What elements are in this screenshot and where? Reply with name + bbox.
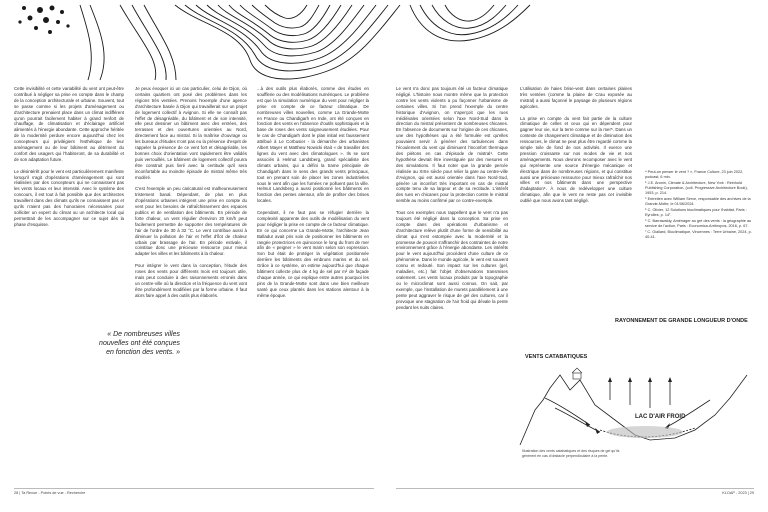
footnote: ⁷ C. Giallard, Bioclimatique, Vincennes : Terre Urbaine, 2024, p. 40-41. [645, 230, 752, 239]
house-icon [572, 368, 582, 379]
footnote: ⁵ J.E. Aronin, Climate & Architecture, New York : Reinhold Publishing Corporation, (coll. Progressive Architecture Book), 1953, p. 214. [645, 181, 748, 195]
footnote: ⁵ C. Olivier, 12 Solutions bioclimatiques pour l'habitat, Paris : Eyrolles, p. 14⁷. [645, 208, 747, 217]
text-column-2 [135, 86, 247, 304]
contour-illustration [0, 0, 768, 90]
diagram-caption: Illustration des vents catabatiques et des risques de gel qu'ils génèrent en cas d'obstacle perpendiculaire à la pente. [522, 449, 620, 458]
label-lac-air-froid: LAC D'AIR FROID [635, 414, 686, 420]
paragraph: L'utilisation de haies brise-vent dans certaines plaines très ventées (comme la plaine de Crau exposée au mistral) a aussi façonné le paysage de plusieurs régions agricoles. [520, 86, 632, 109]
paragraph: Cependant, il ne faut pas se réfugier derrière la complexité apparente des outils de modélisation du vent pour négliger la prise en compte de ce facteur climatique. En ce qui concerne La Grande-Motte, l'architecte Jean Balladur avait pris soin de positionner les bâtiments en rangée protectrices en quinconce le long du front de mer afin de « peigner » le vent marin selon son expression. Son but était de protéger la végétation positionnée derrière les bâtiments des embruns marins et du sel. Grâce à ce système, on estime aujourd'hui que chaque bâtiment collecte plus de 4 kg de sel par m² de façade chaque année, ce qui explique entre autres pourquoi les pins de la Grande-Motte sont dans une bien meilleure santé que ceux plantés dans les stations alentour à la même époque. [257, 210, 369, 298]
footnote: ⁶ Entretien avec William Serve, responsable des archives de la Grande-Motte, le 01/06/2024. [645, 197, 751, 206]
text-column-4 [396, 86, 508, 316]
wind-arrow-2 [555, 408, 600, 432]
paragraph: ...à des outils plus élaborés, comme des études en soufflerie ou des modélisations numériques. Le problème est que la simulation numérique du vent pour négliger la prise en compte de ce facteur climatique. De nombreuses villes nouvelles, comme La Grande-Motte en France ou Chandigarh en Inde, ont été conçues en fonction des vents en l'absence d'outils sophistiqués et la base de roses des vents soigneusement étudiées. Pour le cas de Chandigarh dont le plan initial est faussement attribué à Le Corbusier - la démarche des urbanistes Albert Mayer et Matthew Nowicki était « de travailler des lignes du vent avec des climatologues ». Ils se sont associés à Helmut Landsberg, grand spécialiste des climats urbains, qui a défini la trame principale de Chandigarh dans le sens des grands vents principaux, tout en prenant soin de placer les zones industrielles sous le vent afin que les fumées ne polluent pas la ville. Helmut Landsberg a aussi positionné les bâtiments en fonction des pentes alentour, afin de profiter des brises locales. [257, 86, 369, 204]
paragraph: C'est l'exemple un peu caricatural est malheureusement tristement banal. Dépendant, de plus en plus d'opérations urbaines intègrent une prise en compte du vent pour les besoins de rafraîchissement des espaces publics et de ventilation des bâtiments. En période de forte chaleur, un vent régulier d'environ 20 km/h peut facilement permettre de supporter des températures de l'air de l'ordre de 30 à 32 °C. Le vent contribue aussi à diminuer la pollution de l'air et l'effet d'îlot de chaleur urbain par brassage de l'air. En période estivale, il constitue donc une précieuse ressource pour mieux adapter les villes et les bâtiments à la chaleur. [135, 186, 247, 257]
footnotes [645, 170, 755, 241]
footnote: ⁶ C. Barrawaldy, Aménager au gré des vents : la géographie au service de l'action, Paris : Economica-Anthropos, 2016, p. 67. [645, 219, 752, 228]
paragraph: Pour intégrer le vent dans la conception, l'étude des roses des vents pour différents mois est toujours utile, mais peut conduire à des raisonnements erronés dans un centre-ville où la direction et la fréquence du vent vont être profondément modifiées par la forme urbaine. Il faut alors faire appel à des outils plus élaborés. [135, 263, 247, 298]
paragraph: Cette invisibilité et cette variabilité du vent ont peut-être contribué à négliger sa prise en compte dans le champ de la conception architecturale et urbaine. Souvent, tout se passe comme si les projets d'aménagement ou d'architecture prenaient place dans un climat indifférent qu'on pourrait facilement habiter à grand renfort de chauffage, de climatisation et d'éclairage artificiel alimentés à l'énergie abondante. Cette approche héritée de la modernité perdure encore aujourd'hui chez les concepteurs qui privilégient l'esthétique de leur aménagement ou de leur bâtiment au détriment du confort des usagers qui l'habiteront, de sa durabilité et de son adaptation future. [14, 86, 124, 162]
paragraph: Le vent n'a donc pas toujours été un facteur climatique négligé. L'histoire nous montre même que la protection contre les vents violents a pu façonner l'urbanisme de certaines villes. Si l'on prend l'exemple du centre historique d'Avignon, on s'aperçoit que les rues médiévales orientées selon l'axe Nord-Sud dans la direction du mistral présentent de nombreuses chicanes. En l'absence de documents sur l'origine de ces chicanes, une des hypothèses qui a été formulée est qu'elles pouvaient servir à générer des turbulences dans l'écoulement du vent qui diminuent l'inconfort thermique des piétons en cas d'épisode de mistral⁴. Cette hypothèse devrait être investiguée par des mesures et des simulations. Il faut noter que la grande percée réalisée au XIXe siècle pour relier la gare au centre-ville d'Avignon, qui est aussi orientée dans l'axe Nord-Sud, génère un inconfort très important en cas de mistral compte tenu de sa largeur et de sa rectitude. L'intérêt des rues en chicanes pour la protection contre le mistral semble au moins confirmé par ce contre-exemple. [396, 86, 508, 204]
katabatic-wind-diagram [515, 280, 755, 450]
paragraph: Je peux évoquer ici un cas particulier, celui de Dijon, où certains quartiers ont posé des problèmes dans les régions très ventées. Prenons l'exemple d'une agence d'architecture basée à Dijon qui travaillerait sur un projet de logement collectif à Avignon. Si elle ne connaît pas l'effet de désagréable, du bâtiment et de son intensité, elle peut dessiner un bâtiment avec des entrées, des terrasses et des ouvertures orientées au Nord, directement face au mistral. Si la maîtrise d'ouvrage ou les bureaux d'études n'ont pas eu la présence d'esprit de rappeler la présence de ce vent fort et désagréable, les bonnes choix d'orientation vont rapidement être validés puis verrouillés. Le bâtiment de logement collectif pourra être construit puis livré avec la certitude qu'il sera inconfortable au moindre épisode de mistral même très modéré. [135, 86, 247, 180]
footer-left: 28 | Ta Revue - Points de vue - Recherche [14, 491, 86, 495]
footer-rule-left [14, 488, 374, 489]
wind-arrow-1 [545, 398, 590, 425]
text-column-3 [257, 86, 369, 305]
footer-rule-right [396, 488, 754, 489]
label-vents-catabatiques: VENTS CATABATIQUES [525, 354, 588, 360]
text-column-1 [14, 86, 124, 234]
paragraph: Tous ces exemples nous rappellent que le vent n'a pas toujours été négligé dans la conception. Sa prise en compte dans des opérations d'urbanisme et d'architecture relève plutôt d'une forme de sensibilité au climat qui s'est estompée avec la modernité et la promesse de pouvoir s'affranchir des contraintes de notre environnement grâce à l'énergie abondante. Les intérêts pour le vent aujourd'hui procèdent d'une culture de ce phénomène. Dans le monde agricole, le vent est souvent connu et redouté. Son impact sur les cultures (gel, maladies, etc.) fait l'objet d'observations transmises oralement. Les vents locaux produits par la topographie ou le microclimat sont aussi connus. On sait, par exemple, que l'installation de murets parallèlement à une pente peut aggraver le risque de gel des cultures, car il provoque une stagnation de l'air froid qui dévale la pente pendant les nuits claires. [396, 210, 508, 310]
footnote: ⁴ Peut-on penser le vent ? », France Culture, 23 juin 2022, podcast, 6 min. [645, 170, 744, 179]
pull-quote: « De nombreuses villes nouvelles ont été conçues en fonction des vents. » [99, 331, 180, 356]
footer-right: KLOAP - 2023 | 29 [722, 491, 754, 495]
paragraph: Le désintérêt pour le vent est particulièrement manifeste lorsqu'il s'agit d'opérations d'aménagement qui sont réalisées par des concepteurs qui ne connaissent pas les vents locaux et leur intensité. Avec le système des concours, il est tout à fait possible que des architectes travaillent dans des climats qu'ils ne connaissent pas et qu'ils n'aient pas des honoraires nécessaires pour solliciter un expert du climat ou un architecte local qui permettrait de les accompagner sur ce sujet dès la phase d'esquisse. [14, 168, 124, 227]
paragraph: La prise en compte du vent fait partie de la culture climatique de celles et ceux qui en dépendent pour gagner leur vie, sur la terre comme sur la mer⁵. Dans un contexte de changement climatique et de diminution des ressources, le climat ne peut plus être regardé comme la simple toile de fond de nos activités. Il exerce une pression croissante sur nos modes de vie et nos aménagements. Nous devrons recomposer avec le vent qui représente une source d'énergie mécanique et électrique dans de nombreuses régions, et qui constitue aussi une précieuse ressource pour mieux rafraîchir nos villes et nos bâtiments dans une perspective d'adaptation⁶. À nous de redévelopper une culture climatique, afin que le vent ne reste pas cet invisible oublié que nous avons tant négligé. [520, 115, 632, 204]
label-rayonnement: RAYONNEMENT DE GRANDE LONGUEUR D'ONDE [615, 318, 748, 324]
text-column-5 [520, 86, 632, 210]
